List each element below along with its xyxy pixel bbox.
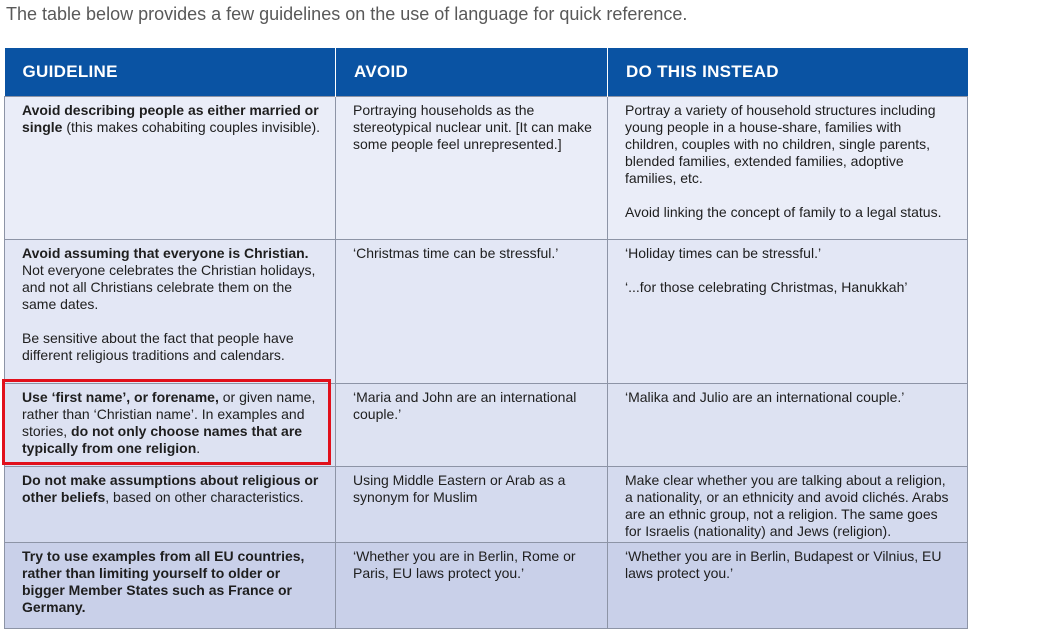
- avoid-paragraph: Portraying households as the stereotypical nuclear unit. [It can make some people feel unrepresented.]: [353, 102, 592, 152]
- table-row: [5, 543, 968, 629]
- guideline-paragraph: [22, 245, 325, 313]
- guideline-bold-text: Avoid describing people as either married or single: [22, 102, 319, 135]
- header-guideline: GUIDELINE: [5, 48, 336, 97]
- header-avoid: AVOID: [336, 48, 608, 97]
- guideline-cell: [5, 467, 336, 543]
- table-row: [5, 97, 968, 240]
- instead-paragraph: Make clear whether you are talking about a religion, a nationality, or an ethnicity and avoid clichés. Arabs are an ethnic group, not a religion. The same goes for Israelis (nationality) and Jews (religion).: [625, 472, 949, 539]
- guideline-paragraph: [22, 472, 325, 506]
- guideline-cell: [5, 384, 336, 467]
- do-this-instead-cell: [608, 240, 968, 384]
- instead-paragraph: Portray a variety of household structures including young people in a house-share, families with children, couples with no children, single parents, blended families, extended families, adoptive families, etc.: [625, 102, 936, 186]
- table-row: [5, 467, 968, 543]
- guideline-text: .: [196, 440, 201, 456]
- table-header-row: [5, 48, 968, 97]
- header-do-this-instead: DO THIS INSTEAD: [608, 48, 968, 97]
- avoid-cell: [336, 97, 608, 240]
- guideline-paragraph: [22, 548, 325, 616]
- instead-paragraph: ‘Malika and Julio are an international couple.’: [625, 389, 905, 405]
- do-this-instead-cell: [608, 543, 968, 629]
- guideline-bold-text: Do not make assumptions about religious or other beliefs: [22, 472, 319, 505]
- avoid-paragraph: ‘Whether you are in Berlin, Rome or Paris, EU laws protect you.’: [353, 548, 576, 581]
- guideline-text: Not everyone celebrates the Christian holidays, and not all Christians celebrate them on the same dates.: [22, 262, 316, 312]
- avoid-cell: [336, 543, 608, 629]
- do-this-instead-cell: [608, 97, 968, 240]
- avoid-cell: [336, 384, 608, 467]
- guideline-paragraph: [22, 102, 325, 136]
- guideline-bold-text: Try to use examples from all EU countries, rather than limiting yourself to older or bigger Member States such as France or Germany.: [22, 548, 305, 615]
- guideline-text: Be sensitive about the fact that people have different religious traditions and calendars.: [22, 330, 294, 363]
- instead-paragraph: Avoid linking the concept of family to a legal status.: [625, 204, 942, 220]
- avoid-paragraph: Using Middle Eastern or Arab as a synonym for Muslim: [353, 472, 566, 505]
- do-this-instead-cell: [608, 384, 968, 467]
- intro-text: The table below provides a few guidelines on the use of language for quick reference.: [6, 4, 688, 24]
- guideline-cell: [5, 543, 336, 629]
- table-row: [5, 384, 968, 467]
- instead-paragraph: ‘Holiday times can be stressful.’: [625, 245, 822, 261]
- guideline-paragraph: [22, 330, 325, 364]
- instead-paragraph: ‘Whether you are in Berlin, Budapest or Vilnius, EU laws protect you.’: [625, 548, 942, 581]
- guideline-text: (this makes cohabiting couples invisible).: [62, 119, 321, 135]
- guideline-text: or given name, rather than ‘Christian name’. In examples and stories,: [22, 389, 316, 439]
- instead-paragraph: ‘...for those celebrating Christmas, Hanukkah’: [625, 279, 908, 295]
- guidelines-table: [4, 48, 968, 629]
- guideline-text: , based on other characteristics.: [105, 489, 304, 505]
- guideline-bold-text: Avoid assuming that everyone is Christian.: [22, 245, 309, 261]
- guideline-cell: [5, 97, 336, 240]
- guideline-bold-text: do not only choose names that are typically from one religion: [22, 423, 303, 456]
- guideline-bold-text: Use ‘first name’, or forename,: [22, 389, 219, 405]
- avoid-paragraph: ‘Christmas time can be stressful.’: [353, 245, 559, 261]
- avoid-cell: [336, 240, 608, 384]
- table-row: [5, 240, 968, 384]
- avoid-cell: [336, 467, 608, 543]
- avoid-paragraph: ‘Maria and John are an international couple.’: [353, 389, 577, 422]
- do-this-instead-cell: [608, 467, 968, 543]
- guideline-cell: [5, 240, 336, 384]
- guideline-paragraph: [22, 389, 325, 457]
